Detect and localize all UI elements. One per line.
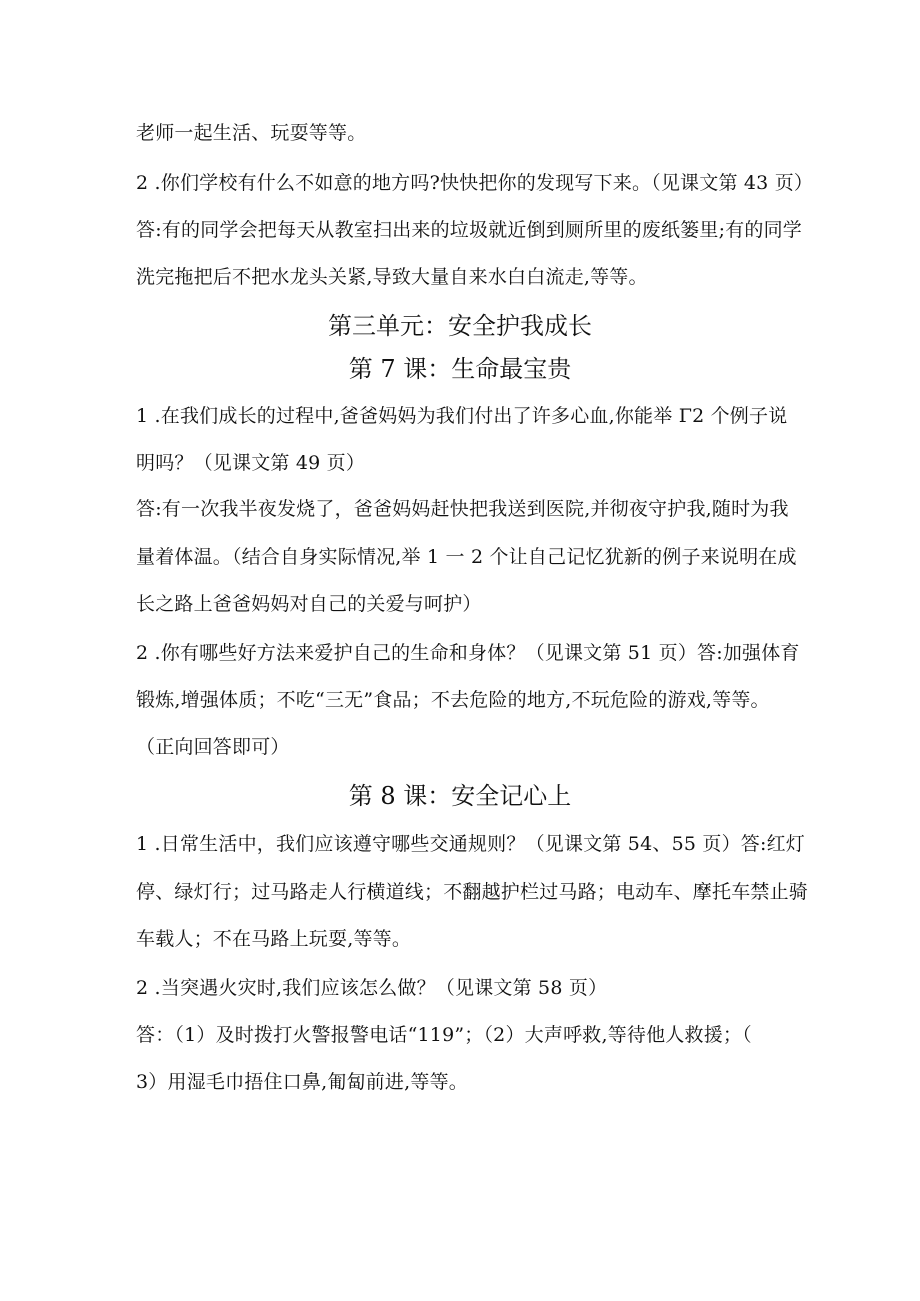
unit-title: 第三单元：安全护我成长	[328, 312, 592, 340]
lesson-7-question-2-line2: 锻炼,增强体质；不吃“三无”食品；不去危险的地方,不玩危险的游戏,等等。	[136, 689, 770, 711]
lesson-8-question-1-line1: 1 .日常生活中，我们应该遵守哪些交通规则？（见课文第 54、55 页）答:红灯	[136, 833, 806, 855]
lesson-7-question-2-line3: （正向回答即可）	[136, 736, 290, 758]
lesson-7-answer-1-line3: 长之路上爸爸妈妈对自己的关爱与呵护）	[136, 593, 482, 615]
lesson-8-answer-2-line1: 答：（1）及时拨打火警报警电话“119”；（2）大声呼救,等待他人救援；（	[136, 1024, 752, 1046]
lesson-7-answer-1-line1: 答:有一次我半夜发烧了，爸爸妈妈赶快把我送到医院,并彻夜守护我,随时为我	[136, 498, 789, 520]
lesson-8-title: 第 8 课：安全记心上	[348, 782, 572, 810]
prev-answer-2-line2: 洗完拖把后不把水龙头关紧,导致大量自来水白白流走,等等。	[136, 266, 648, 288]
prev-question-2: 2 .你们学校有什么不如意的地方吗?快快把你的发现写下来。（见课文第 43 页）	[136, 172, 814, 194]
lesson-7-answer-1-line2: 量着体温。（结合自身实际情况,举 1 一 2 个让自己记忆犹新的例子来说明在成	[136, 546, 797, 568]
lesson-8-question-1-line2: 停、绿灯行；过马路走人行横道线；不翻越护栏过马路；电动车、摩托车禁止骑	[136, 881, 809, 903]
lesson-7-title: 第 7 课：生命最宝贵	[348, 355, 572, 383]
lesson-8-question-2: 2 .当突遇火灾时,我们应该怎么做？（见课文第 58 页）	[136, 977, 608, 999]
lesson-8-answer-2-line2: 3）用湿毛巾捂住口鼻,匍匐前进,等等。	[136, 1071, 468, 1093]
prev-answer-tail: 老师一起生活、玩耍等等。	[136, 122, 367, 144]
lesson-7-question-1-line2: 明吗？（见课文第 49 页）	[136, 452, 366, 474]
lesson-8-question-1-line3: 车载人；不在马路上玩耍,等等。	[136, 928, 412, 950]
lesson-7-question-2-line1: 2 .你有哪些好方法来爱护自己的生命和身体？（见课文第 51 页）答:加强体育	[136, 642, 800, 664]
prev-answer-2-line1: 答:有的同学会把每天从教室扫出来的垃圾就近倒到厕所里的废纸篓里;有的同学	[136, 219, 803, 241]
lesson-7-question-1-line1: 1 .在我们成长的过程中,爸爸妈妈为我们付出了许多心血,你能举 Γ2 个例子说	[136, 405, 788, 427]
